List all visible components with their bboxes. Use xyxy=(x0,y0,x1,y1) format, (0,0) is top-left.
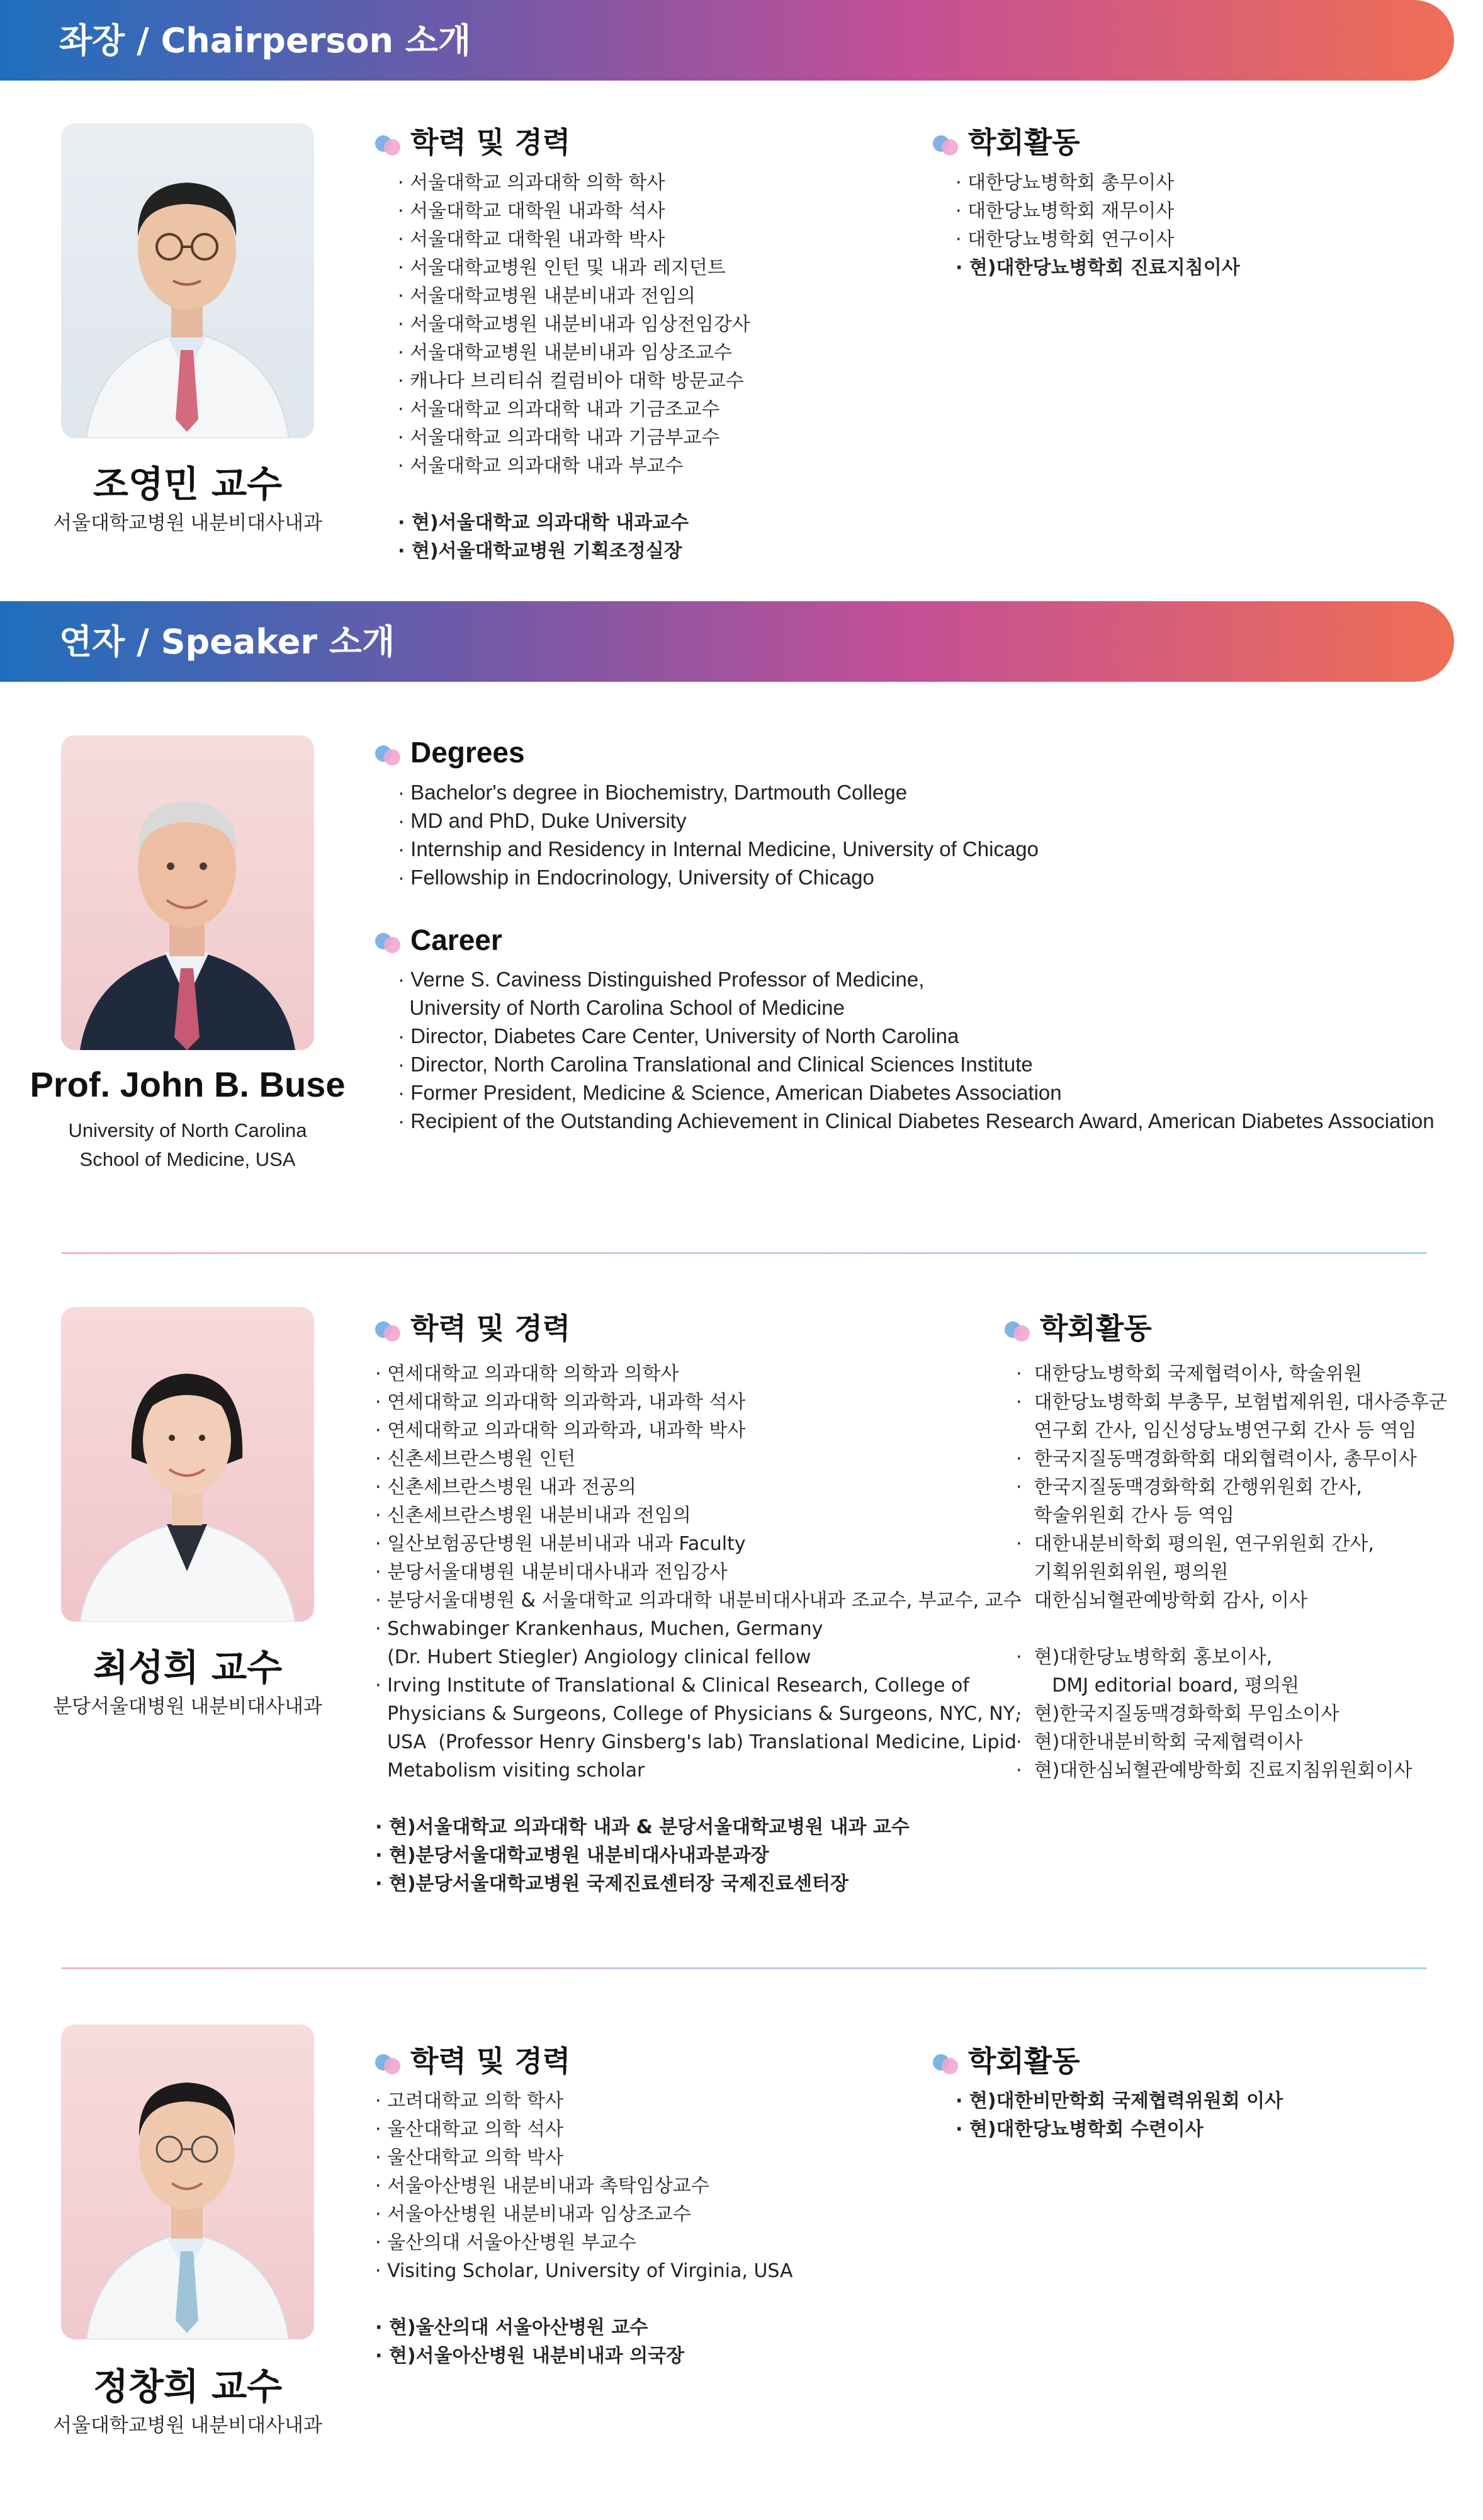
list-item: · 현)서울대학교 의과대학 내과교수 xyxy=(398,512,689,534)
buse-degrees-heading: Degrees xyxy=(375,735,525,769)
list-item: · 대한당뇨병학회 국제협력이사, 학술위원 xyxy=(1016,1363,1362,1385)
chairperson-banner-title: 좌장 / Chairperson 소개 xyxy=(59,21,471,60)
list-item: · 현)대한당뇨병학회 홍보이사, xyxy=(1016,1646,1273,1668)
list-item: · 서울대학교병원 내분비내과 임상전임강사 xyxy=(398,314,750,336)
list-item: 연구회 간사, 임신성당뇨병연구회 간사 등 역임 xyxy=(1016,1420,1417,1442)
list-item: · 현)서울아산병원 내분비내과 의국장 xyxy=(375,2345,685,2367)
list-item: · 대한심뇌혈관예방학회 감사, 이사 xyxy=(1016,1590,1307,1612)
bullet-icon xyxy=(1005,1320,1031,1342)
list-item: · 현)한국지질동맥경화학회 무임소이사 xyxy=(1016,1703,1339,1725)
list-item: · Visiting Scholar, University of Virginia, USA xyxy=(375,2260,793,2282)
list-item: · 서울대학교 의과대학 내과 기금부교수 xyxy=(398,427,720,449)
choi-photo xyxy=(61,1307,314,1622)
section-divider xyxy=(61,1252,1427,1254)
buse-career-heading: Career xyxy=(375,923,502,957)
list-item: · Irving Institute of Translational & Clinical Research, College of xyxy=(375,1675,969,1697)
chair-education-list xyxy=(398,169,750,565)
list-item: · Recipient of the Outstanding Achievement in Clinical Diabetes Research Award, American Diabetes Association xyxy=(398,1109,1435,1133)
list-item: · 연세대학교 의과대학 의학과 의학사 xyxy=(375,1363,679,1385)
list-item: · Bachelor's degree in Biochemistry, Dartmouth College xyxy=(398,781,908,804)
buse-degrees-list xyxy=(398,778,1039,891)
jung-society-list xyxy=(956,2087,1283,2144)
buse-photo xyxy=(61,735,314,1050)
list-item: · 현)울산의대 서울아산병원 교수 xyxy=(375,2317,648,2339)
buse-affiliation-line1: University of North Carolina xyxy=(68,1119,307,1141)
list-item: University of North Carolina School of Medicine xyxy=(398,996,845,1019)
speaker-banner xyxy=(0,601,1454,682)
list-item: · 캐나다 브리티쉬 컬럼비아 대학 방문교수 xyxy=(398,370,744,392)
list-item: · Director, Diabetes Care Center, University of North Carolina xyxy=(398,1024,959,1048)
list-item: · 현)서울대학교병원 기획조정실장 xyxy=(398,540,682,562)
list-item: · 대한당뇨병학회 연구이사 xyxy=(956,229,1175,251)
speaker-banner-title: 연자 / Speaker 소개 xyxy=(59,622,395,662)
list-item: · 신촌세브란스병원 내과 전공의 xyxy=(375,1476,636,1498)
list-item: · Director, North Carolina Translational and Clinical Sciences Institute xyxy=(398,1053,1033,1076)
bullet-icon xyxy=(933,2053,959,2074)
list-item: (Dr. Hubert Stiegler) Angiology clinical fellow xyxy=(375,1646,811,1668)
bullet-icon xyxy=(375,1320,402,1342)
bullet-icon xyxy=(375,134,402,155)
choi-society-list xyxy=(1016,1360,1447,1785)
list-item: · Fellowship in Endocrinology, University of Chicago xyxy=(398,866,874,889)
list-item: · 대한당뇨병학회 총무이사 xyxy=(956,172,1175,194)
list-item: · 현)대한내분비학회 국제협력이사 xyxy=(1016,1731,1303,1753)
list-item: · 현)대한당뇨병학회 진료지침이사 xyxy=(956,257,1240,279)
list-item: · 서울아산병원 내분비내과 촉탁임상교수 xyxy=(375,2175,709,2197)
list-item: · 서울대학교병원 인턴 및 내과 레지던트 xyxy=(398,257,726,279)
list-item: · 일산보험공단병원 내분비내과 내과 Faculty xyxy=(375,1533,746,1555)
list-item: · 현)분당서울대학교병원 내분비대사내과분과장 xyxy=(375,1845,769,1867)
list-item: · 서울아산병원 내분비내과 임상조교수 xyxy=(375,2203,691,2225)
list-item: · 서울대학교병원 내분비내과 전임의 xyxy=(398,285,696,307)
list-item: Physicians & Surgeons, College of Physicians & Surgeons, NYC, NY, xyxy=(375,1703,1021,1725)
list-item: · 현)서울대학교 의과대학 내과 & 분당서울대학교병원 내과 교수 xyxy=(375,1816,910,1838)
jung-education-list xyxy=(375,2087,793,2370)
list-item: · MD and PhD, Duke University xyxy=(398,809,687,832)
chair-society-list xyxy=(956,169,1240,282)
buse-career-list xyxy=(398,965,1435,1135)
list-item: · 신촌세브란스병원 내분비내과 전임의 xyxy=(375,1505,691,1527)
jung-education-heading: 학력 및 경력 xyxy=(375,2038,570,2080)
list-item: · 분당서울대병원 & 서울대학교 의과대학 내분비대사내과 조교수, 부교수, 교수 xyxy=(375,1590,1022,1612)
bullet-icon xyxy=(375,744,402,766)
choi-affiliation: 분당서울대병원 내분비대사내과 xyxy=(53,1695,322,1717)
list-item: · 연세대학교 의과대학 의과학과, 내과학 석사 xyxy=(375,1391,746,1413)
list-item: · 대한내분비학회 평의원, 연구위원회 간사, xyxy=(1016,1533,1374,1555)
list-item: · 한국지질동맥경화학회 대외협력이사, 총무이사 xyxy=(1016,1448,1417,1470)
jung-name: 정창희 교수 xyxy=(93,2365,283,2408)
list-item: · 울산대학교 의학 석사 xyxy=(375,2118,563,2140)
buse-name: Prof. John B. Buse xyxy=(30,1065,346,1104)
list-item: · 서울대학교 의과대학 내과 부교수 xyxy=(398,455,684,477)
list-item: · 현)대한심뇌혈관예방학회 진료지침위원회이사 xyxy=(1016,1760,1413,1782)
list-item: · 연세대학교 의과대학 의과학과, 내과학 박사 xyxy=(375,1420,746,1442)
choi-education-heading: 학력 및 경력 xyxy=(375,1306,570,1347)
list-item: · 울산의대 서울아산병원 부교수 xyxy=(375,2232,636,2254)
jung-society-heading: 학회활동 xyxy=(933,2038,1080,2080)
list-item: Metabolism visiting scholar xyxy=(375,1760,645,1782)
jung-photo xyxy=(61,2025,314,2339)
choi-education-list xyxy=(375,1360,1022,1898)
chairperson-banner xyxy=(0,0,1454,81)
list-item: · 현)대한비만학회 국제협력위원회 이사 xyxy=(956,2090,1283,2112)
chair-photo xyxy=(61,123,314,438)
list-item: · 한국지질동맥경화학회 간행위원회 간사, xyxy=(1016,1476,1362,1498)
list-item: 학술위원회 간사 등 역임 xyxy=(1016,1505,1235,1527)
list-item: · 현)분당서울대학교병원 국제진료센터장 국제진료센터장 xyxy=(375,1873,849,1895)
list-item: · Former President, Medicine & Science, American Diabetes Association xyxy=(398,1081,1062,1104)
list-item: USA (Professor Henry Ginsberg's lab) Translational Medicine, Lipid xyxy=(375,1731,1017,1753)
list-item: · 서울대학교 의과대학 내과 기금조교수 xyxy=(398,398,720,421)
buse-affiliation-line2: School of Medicine, USA xyxy=(79,1148,296,1170)
choi-society-heading: 학회활동 xyxy=(1005,1306,1152,1347)
list-item: · Schwabinger Krankenhaus, Muchen, Germany xyxy=(375,1618,823,1640)
list-item: · 분당서울대병원 내분비대사내과 전임강사 xyxy=(375,1561,728,1583)
chair-education-heading: 학력 및 경력 xyxy=(375,120,570,161)
chair-affiliation: 서울대학교병원 내분비대사내과 xyxy=(53,512,322,534)
bullet-icon xyxy=(375,932,402,953)
section-divider xyxy=(61,1967,1427,1969)
list-item: · 서울대학교 의과대학 의학 학사 xyxy=(398,172,665,194)
list-item: · 신촌세브란스병원 인턴 xyxy=(375,1448,576,1470)
choi-name: 최성희 교수 xyxy=(93,1646,283,1689)
list-item: DMJ editorial board, 평의원 xyxy=(1016,1675,1300,1697)
list-item: · 서울대학교병원 내분비내과 임상조교수 xyxy=(398,342,732,364)
list-item: · 서울대학교 대학원 내과학 석사 xyxy=(398,200,665,222)
bullet-icon xyxy=(375,2053,402,2074)
list-item: · 대한당뇨병학회 재무이사 xyxy=(956,200,1175,222)
jung-affiliation: 서울대학교병원 내분비대사내과 xyxy=(53,2414,322,2436)
list-item: · Internship and Residency in Internal Medicine, University of Chicago xyxy=(398,837,1039,861)
chair-name: 조영민 교수 xyxy=(93,463,283,506)
chair-society-heading: 학회활동 xyxy=(933,120,1080,161)
list-item: 기획위원회위원, 평의원 xyxy=(1016,1561,1229,1583)
list-item: · 현)대한당뇨병학회 수련이사 xyxy=(956,2118,1204,2140)
bullet-icon xyxy=(933,134,959,155)
list-item: · Verne S. Caviness Distinguished Professor of Medicine, xyxy=(398,968,925,991)
list-item: · 고려대학교 의학 학사 xyxy=(375,2090,563,2112)
list-item: · 울산대학교 의학 박사 xyxy=(375,2147,563,2169)
list-item: · 서울대학교 대학원 내과학 박사 xyxy=(398,229,665,251)
list-item: · 대한당뇨병학회 부총무, 보험법제위원, 대사증후군 xyxy=(1016,1391,1447,1413)
